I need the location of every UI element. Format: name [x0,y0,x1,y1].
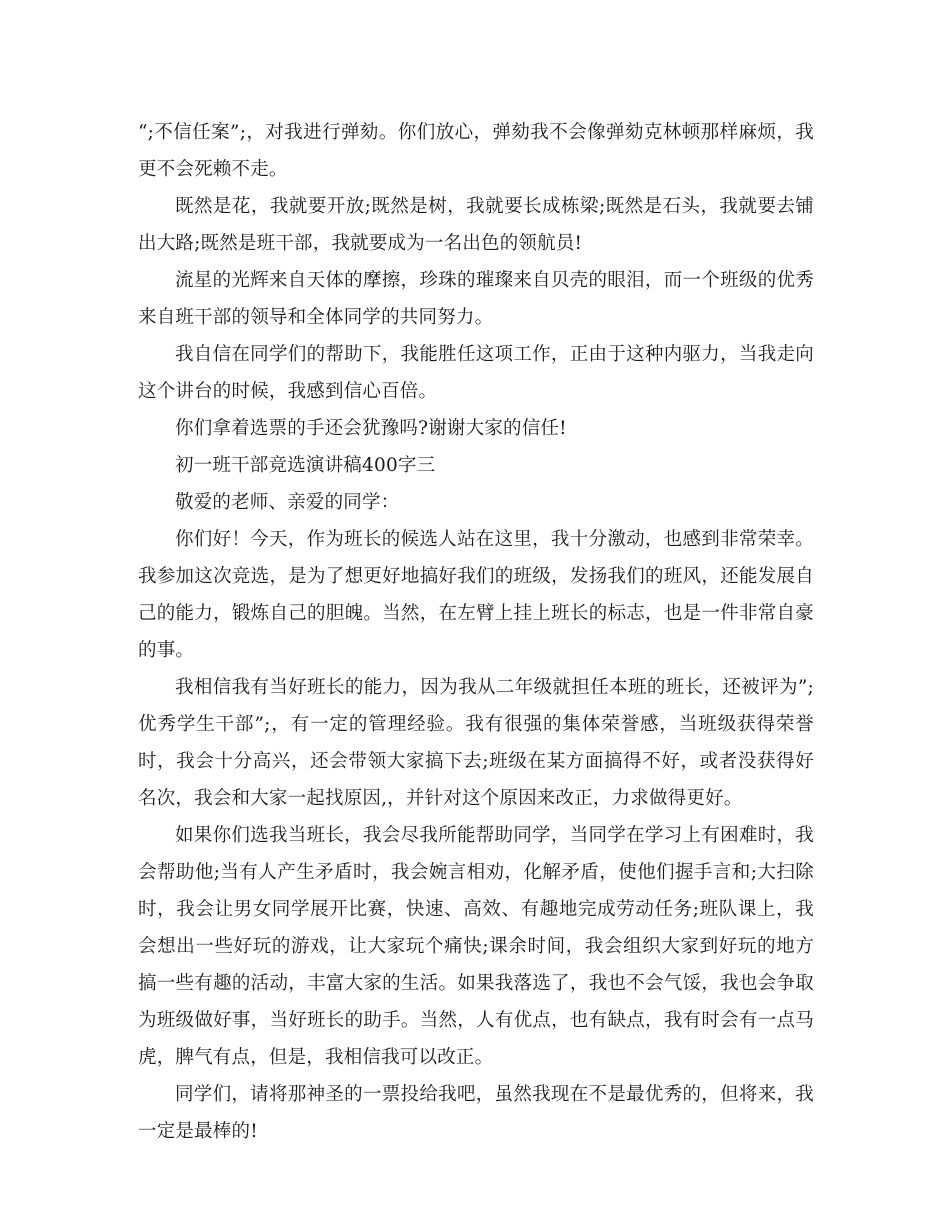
document-body [138,114,814,1150]
paragraph: 你们拿着选票的手还会犹豫吗?谢谢大家的信任! [175,418,567,439]
paragraph: 我相信我有当好班长的能力，因为我从二年级就担任本班的班长，还被评为”;优秀学生干部”;，有一定的管理经验。我有很强的集体荣誉感，当班级获得荣誉时，我会十分高兴，还会带领大家搞下去;班级在某方面搞得不好，或者没获得好名次，我会和大家一起找原因,，并针对这个原因来改正，力求做得更好。 [138,677,814,809]
paragraph: 我自信在同学们的帮助下，我能胜任这项工作，正由于这种内驱力，当我走向这个讲台的时候，我感到信心百倍。 [138,344,814,402]
paragraph: 流星的光辉来自天体的摩擦，珍珠的璀璨来自贝壳的眼泪，而一个班级的优秀来自班干部的领导和全体同学的共同努力。 [138,270,814,328]
paragraph: 如果你们选我当班长，我会尽我所能帮助同学，当同学在学习上有困难时，我会帮助他;当有人产生矛盾时，我会婉言相劝，化解矛盾，使他们握手言和;大扫除时，我会让男女同学展开比赛，快速、高效、有趣地完成劳动任务;班队课上，我会想出一些好玩的游戏，让大家玩个痛快;课余时间，我会组织大家到好玩的地方搞一些有趣的活动，丰富大家的生活。如果我落选了，我也不会气馁，我也会争取为班级做好事，当好班长的助手。当然，人有优点，也有缺点，我有时会有一点马虎，脾气有点，但是，我相信我可以改正。 [138,825,814,1068]
paragraph: 你们好！今天，作为班长的候选人站在这里，我十分激动，也感到非常荣幸。我参加这次竞选，是为了想更好地搞好我们的班级，发扬我们的班风，还能发展自己的能力，锻炼自己的胆魄。当然，在左臂上挂上班长的标志，也是一件非常自豪的事。 [138,529,814,661]
paragraph: “;不信任案”;，对我进行弹劾。你们放心，弹劾我不会像弹劾克林顿那样麻烦，我更不会死赖不走。 [138,122,814,180]
salutation: 敬爱的老师、亲爱的同学： [175,492,400,513]
paragraph: 既然是花，我就要开放;既然是树，我就要长成栋梁;既然是石头，我就要去铺出大路;既然是班干部，我就要成为一名出色的领航员! [138,196,814,254]
paragraph: 同学们，请将那神圣的一票投给我吧，虽然我现在不是最优秀的，但将来，我一定是最棒的! [138,1084,814,1142]
section-heading: 初一班干部竞选演讲稿400字三 [175,455,436,476]
